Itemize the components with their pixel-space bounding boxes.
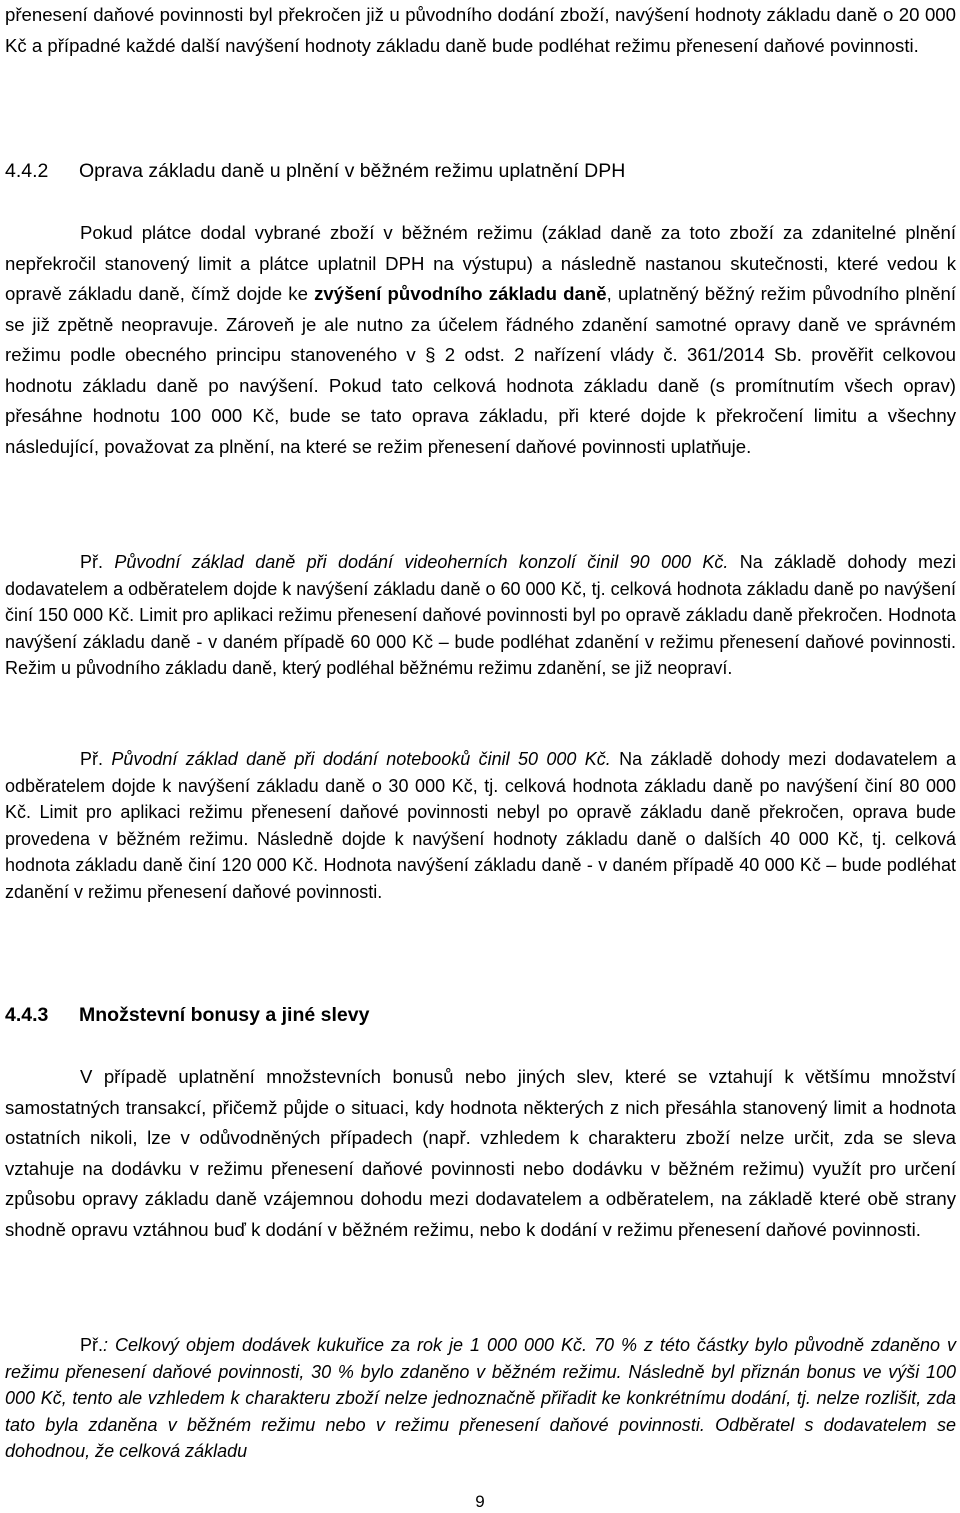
section-number: 4.4.2 — [5, 160, 49, 182]
section-heading-4-4-3 — [5, 1002, 369, 1028]
section-number: 4.4.3 — [5, 1004, 49, 1026]
example-italic: Původní základ daně při dodání notebooků činil 50 000 Kč. — [111, 749, 611, 769]
example-prefix: Př. — [80, 552, 115, 572]
paragraph-bold-text: zvýšení původního základu daně — [314, 283, 607, 304]
example-italic: Původní základ daně při dodání videoherních konzolí činil 90 000 Kč. — [114, 552, 729, 572]
paragraph-text: Pokud plátce dodal vybrané zboží v běžném režimu (základ daně za toto zboží za zdanitelné plnění nepřekročil stanovený limit a plátce uplatnil DPH na výstupu) a následně nastanou skutečnosti, které vedou k opravě základu daně, čímž dojde ke — [5, 222, 956, 304]
example-italic: : Celkový objem dodávek kukuřice za rok je 1 000 000 Kč. 70 % z této částky bylo původně zdaněno v režimu přenesení daňové povinnosti, 30 % bylo zdaněno v běžném režimu. Následně byl přiznán bonus ve výši 100 000 Kč, tento ale vzhledem k charakteru zboží nelze jednoznačně přiřadit ke konkrétnímu dodání, tj. nelze rozlišit, zda tato byla zdaněna v běžném režimu nebo v režimu přenesení daňové povinnosti. Odběratel s dodavatelem se dohodnou, že celková základu — [5, 1335, 956, 1461]
example-prefix: Př. — [80, 749, 112, 769]
section-4-4-2-paragraph — [5, 218, 956, 462]
example-2 — [5, 746, 956, 905]
section-heading-4-4-2 — [5, 158, 625, 184]
paragraph-text: , uplatněný běžný režim původního plnění se již zpětně neopravuje. Zároveň je ale nutno za účelem řádného zdanění samotné opravy daně ve správném režimu podle obecného principu stanoveného v § 2 odst. 2 nařízení vlády č. 361/2014 Sb. prověřit celkovou hodnotu základu daně po navýšení. Pokud tato celková hodnota základu daně (s promítnutím všech oprav) přesáhne hodnotu 100 000 Kč, bude se tato oprava základu, při které dojde k překročení limitu a všechny následující, považovat za plnění, na které se režim přenesení daňové povinnosti uplatňuje. — [5, 283, 956, 457]
section-4-4-3-paragraph: V případě uplatnění množstevních bonusů nebo jiných slev, které se vztahují k většímu množství samostatných transakcí, přičemž půjde o situaci, kdy hodnota některých z nich přesáhla stanovený limit a hodnota ostatních nikoli, lze v odůvodněných případech (např. vzhledem k charakteru zboží nelze určit, zda se sleva vztahuje na dodávku v režimu přenesení daňové povinnosti nebo dodávku v běžném režimu) využít pro určení způsobu opravy základu daně vzájemnou dohodu mezi dodavatelem a odběratelem, na základě které obě strany shodně opravu vztáhnou buď k dodání v běžném režimu, nebo k dodání v režimu přenesení daňové povinnosti. — [5, 1066, 956, 1240]
section-title: Oprava základu daně u plnění v běžném režimu uplatnění DPH — [79, 160, 626, 182]
example-text: Na základě dohody mezi dodavatelem a odběratelem dojde k navýšení základu daně o 60 000 Kč, tj. celková hodnota základu daně po navýšení činí 150 000 Kč. Limit pro aplikaci režimu přenesení daňové povinnosti byl po opravě základu daně překročen. Hodnota navýšení základu daně - v daném případě 60 000 Kč – bude podléhat zdanění v režimu přenesení daňové povinnosti. Režim u původního základu daně, který podléhal běžnému režimu zdanění, se již neopraví. — [5, 552, 956, 678]
example-prefix: Př. — [80, 1335, 104, 1355]
intro-paragraph: přenesení daňové povinnosti byl překročen již u původního dodání zboží, navýšení hodnoty základu daně o 20 000 Kč a případné každé další navýšení hodnoty základu daně bude podléhat režimu přenesení daňové povinnosti. — [5, 4, 956, 56]
page-number: 9 — [475, 1492, 485, 1511]
example-3 — [5, 1332, 956, 1465]
example-text: Na základě dohody mezi dodavatelem a odběratelem dojde k navýšení základu daně o 30 000 Kč, tj. celková hodnota základu daně po navýšení činí 80 000 Kč. Limit pro aplikaci režimu přenesení daňové povinnosti nebyl po opravě základu daně překročen, oprava bude provedena v běžném režimu. Následně dojde k navýšení hodnoty základu daně o dalších 40 000 Kč, tj. celková hodnota základu daně činí 120 000 Kč. Hodnota navýšení základu daně - v daném případě 40 000 Kč – bude podléhat zdanění v režimu přenesení daňové povinnosti. — [5, 749, 956, 902]
example-1 — [5, 549, 956, 682]
section-title: Množstevní bonusy a jiné slevy — [79, 1004, 370, 1026]
